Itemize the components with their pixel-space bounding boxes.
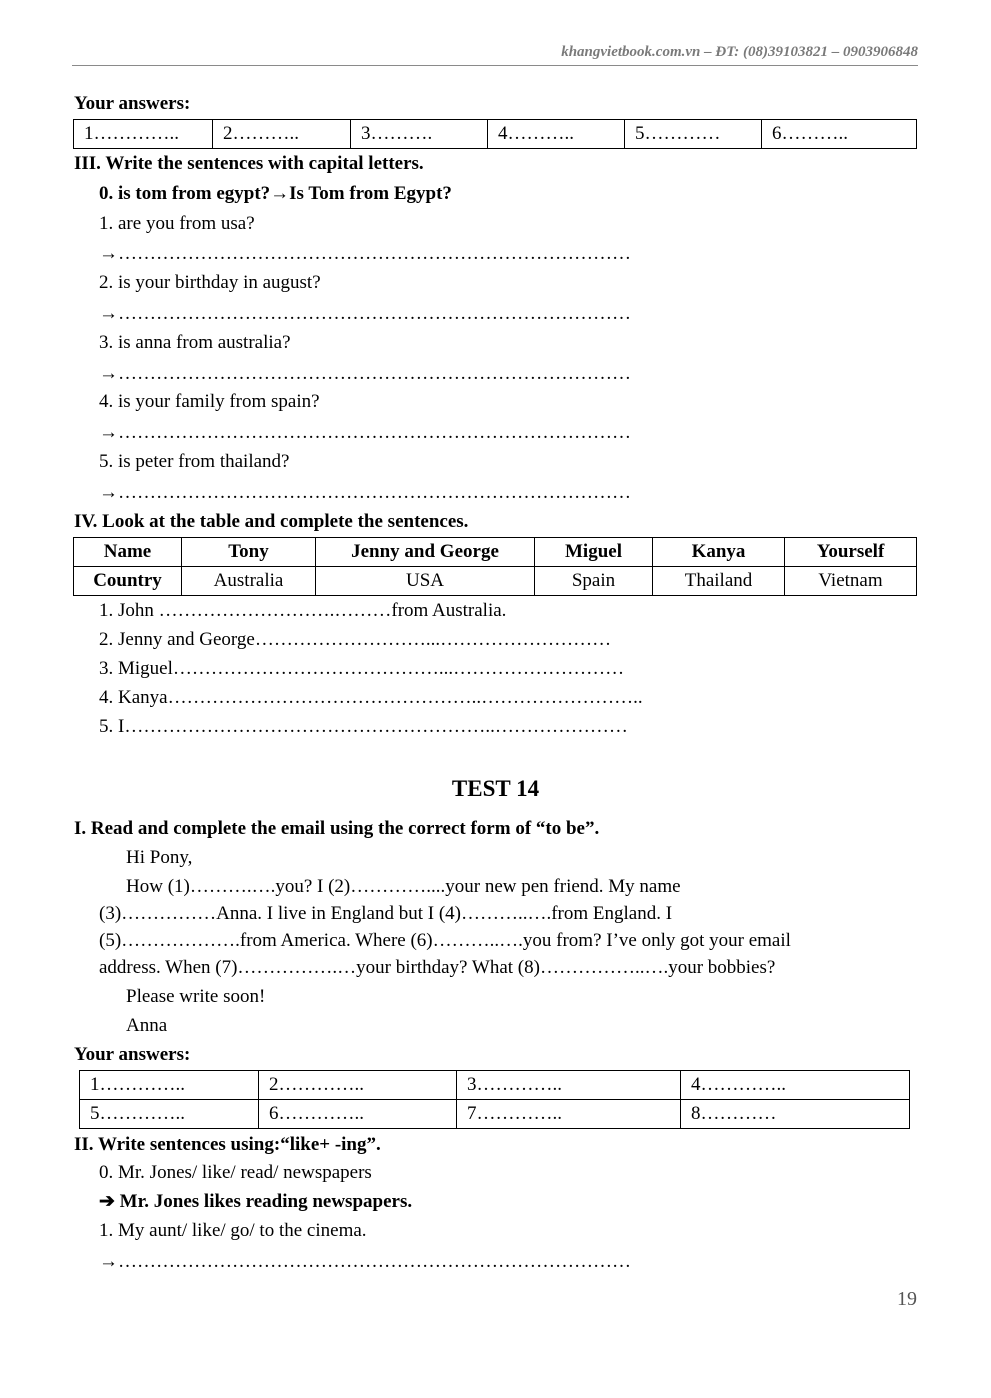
table-cell: Tony <box>182 538 316 567</box>
t14-ex2-example-prompt: 0. Mr. Jones/ like/ read/ newspapers <box>99 1162 372 1183</box>
answer-cell[interactable]: 5………….. <box>80 1100 259 1129</box>
ex4-sentence[interactable]: 1. John ……………………….………from Australia. <box>99 600 507 621</box>
ex4-sentence[interactable]: 3. Miguel……………………………………...……………………… <box>99 658 625 679</box>
answer-line[interactable]: →……………………………………………………………………… <box>99 363 631 384</box>
answer-line[interactable]: →……………………………………………………………………… <box>99 243 631 264</box>
answers-table <box>73 119 917 149</box>
email-closing: Please write soon! <box>126 986 266 1007</box>
t14-ex2-item: 1. My aunt/ like/ go/ to the cinema. <box>99 1220 367 1241</box>
header-rule <box>72 65 918 66</box>
answer-cell[interactable]: 2………….. <box>259 1071 457 1100</box>
table-cell: Kanya <box>653 538 785 567</box>
answer-line[interactable]: →……………………………………………………………………… <box>99 303 631 324</box>
ex3-heading: III. Write the sentences with capital letters. <box>74 153 424 174</box>
answers-table <box>79 1070 910 1129</box>
table-header-country: Country <box>74 567 182 596</box>
answers-label: Your answers: <box>74 93 191 114</box>
answer-cell[interactable]: 6………….. <box>259 1100 457 1129</box>
table-cell: USA <box>316 567 535 596</box>
answer-cell[interactable]: 5………… <box>625 120 762 149</box>
email-line: (3)……………Anna. I live in England but I (4)………..….from England. I <box>99 903 673 924</box>
ex3-example-prompt: 0. is tom from egypt? <box>99 183 271 204</box>
email-signature: Anna <box>126 1015 168 1036</box>
answer-cell[interactable]: 1………….. <box>80 1071 259 1100</box>
table-cell: Yourself <box>785 538 917 567</box>
email-line: (5)……………….from America. Where (6)………..….you from? I’ve only got your email <box>99 930 791 951</box>
answer-cell[interactable]: 7………….. <box>457 1100 681 1129</box>
ex4-sentence[interactable]: 2. Jenny and George………………………...……………………… <box>99 629 612 650</box>
ex3-item: 2. is your birthday in august? <box>99 272 321 293</box>
answers-label: Your answers: <box>74 1044 191 1065</box>
page-header: khangvietbook.com.vn – ĐT: (08)39103821 – 0903906848 <box>561 44 918 60</box>
email-line: address. When (7)…………….…your birthday? What (8)……………..….your bobbies? <box>99 957 776 978</box>
t14-ex1-heading: I. Read and complete the email using the correct form of “to be”. <box>74 818 600 839</box>
answer-cell[interactable]: 4………….. <box>681 1071 910 1100</box>
ex3-item: 1. are you from usa? <box>99 213 255 234</box>
ex4-heading: IV. Look at the table and complete the sentences. <box>74 511 469 532</box>
table-cell: Jenny and George <box>316 538 535 567</box>
answer-cell[interactable]: 3………….. <box>457 1071 681 1100</box>
answer-cell[interactable]: 8………… <box>681 1100 910 1129</box>
table-cell: Thailand <box>653 567 785 596</box>
ex3-item: 3. is anna from australia? <box>99 332 291 353</box>
answer-cell[interactable]: 3………. <box>351 120 488 149</box>
answer-line[interactable]: →……………………………………………………………………… <box>99 1251 631 1272</box>
name-country-table <box>73 537 917 596</box>
table-cell: Australia <box>182 567 316 596</box>
page-number: 19 <box>897 1288 917 1310</box>
answer-cell[interactable]: 2……….. <box>213 120 351 149</box>
answer-line[interactable]: →……………………………………………………………………… <box>99 422 631 443</box>
ex4-sentence[interactable]: 5. I…………………………………………………..………………… <box>99 716 628 737</box>
table-cell: Vietnam <box>785 567 917 596</box>
t14-ex2-heading: II. Write sentences using:“like+ -ing”. <box>74 1134 381 1155</box>
ex4-sentence[interactable]: 4. Kanya…………………………………………..…………………….. <box>99 687 643 708</box>
test-title: TEST 14 <box>451 776 540 801</box>
email-greeting: Hi Pony, <box>126 847 193 868</box>
answer-cell[interactable]: 1………….. <box>74 120 213 149</box>
ex3-example <box>99 182 452 206</box>
table-header-name: Name <box>74 538 182 567</box>
t14-ex2-example-answer: ➔ Mr. Jones likes reading newspapers. <box>99 1191 413 1212</box>
email-line: How (1)……….….you? I (2)…………....your new pen friend. My name <box>126 876 681 897</box>
answer-cell[interactable]: 6……….. <box>762 120 917 149</box>
table-cell: Miguel <box>535 538 653 567</box>
ex3-item: 5. is peter from thailand? <box>99 451 290 472</box>
ex3-item: 4. is your family from spain? <box>99 391 320 412</box>
table-cell: Spain <box>535 567 653 596</box>
answer-cell[interactable]: 4……….. <box>488 120 625 149</box>
ex3-example-answer: →Is Tom from Egypt? <box>270 183 452 204</box>
answer-line[interactable]: →……………………………………………………………………… <box>99 482 631 503</box>
